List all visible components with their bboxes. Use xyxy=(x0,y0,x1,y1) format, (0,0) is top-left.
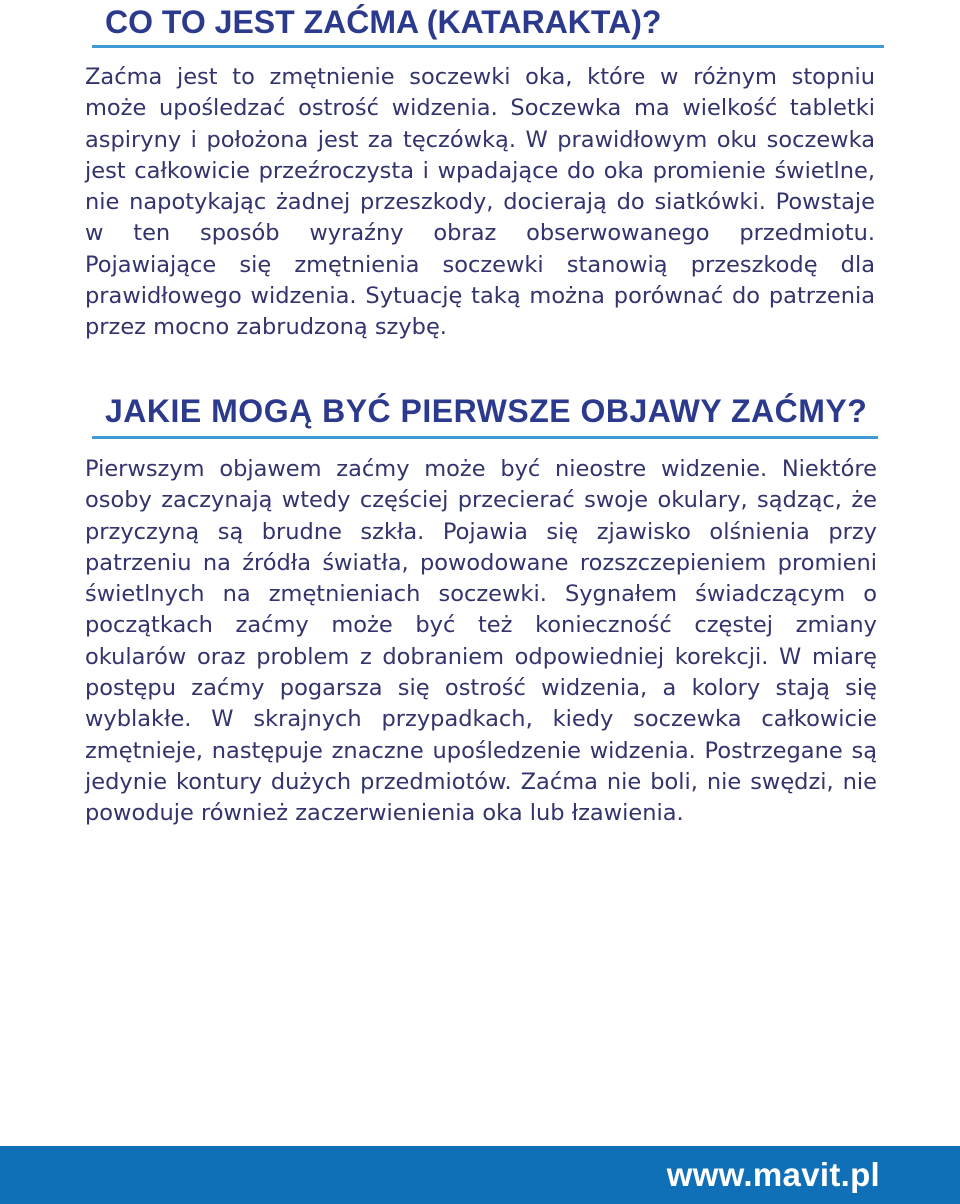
section-body-cataract: Zaćma jest to zmętnienie soczewki oka, które w różnym stopniu może upośledzać ostrość widzenia. Soczewka ma wielkość tabletki aspiryny i położona jest za tęczówką. W prawidłowym oku soczewka jest całkowicie przeźroczysta i wpadające do oka promienie świetlne, nie napotykając żadnej przeszkody, docierają do siatkówki. Powstaje w ten sposób wyraźny obraz obserwowanego przedmiotu. Pojawiające się zmętnienia soczewki stanowią przeszkodę dla prawidłowego widzenia. Sytuację taką można porównać do patrzenia przez mocno zabrudzoną szybę. xyxy=(85,64,875,341)
heading-underline xyxy=(92,45,884,48)
footer-bar xyxy=(0,1146,960,1204)
heading-underline xyxy=(92,436,878,439)
website-url: www.mavit.pl xyxy=(666,1156,880,1193)
section-heading-symptoms: JAKIE MOGĄ BYĆ PIERWSZE OBJAWY ZAĆMY? xyxy=(105,393,868,429)
section-heading-cataract: CO TO JEST ZAĆMA (KATARAKTA)? xyxy=(105,4,662,40)
section-body-symptoms: Pierwszym objawem zaćmy może być nieostre widzenie. Niektóre osoby zaczynają wtedy częściej przecierać swoje okulary, sądząc, że przyczyną są brudne szkła. Pojawia się zjawisko olśnienia przy patrzeniu na źródła światła, powodowane rozszczepieniem promieni świetlnych na zmętnieniach soczewki. Sygnałem świadczącym o początkach zaćmy może być też konieczność częstej zmiany okularów oraz problem z dobraniem odpowiedniej korekcji. W miarę postępu zaćmy pogarsza się ostrość widzenia, a kolory stają się wyblakłe. W skrajnych przypadkach, kiedy soczewka całkowicie zmętnieje, następuje znaczne upośledzenie widzenia. Postrzegane są jedynie kontury dużych przedmiotów. Zaćma nie boli, nie swędzi, nie powoduje również zaczerwienienia oka lub łzawienia. xyxy=(85,456,877,827)
